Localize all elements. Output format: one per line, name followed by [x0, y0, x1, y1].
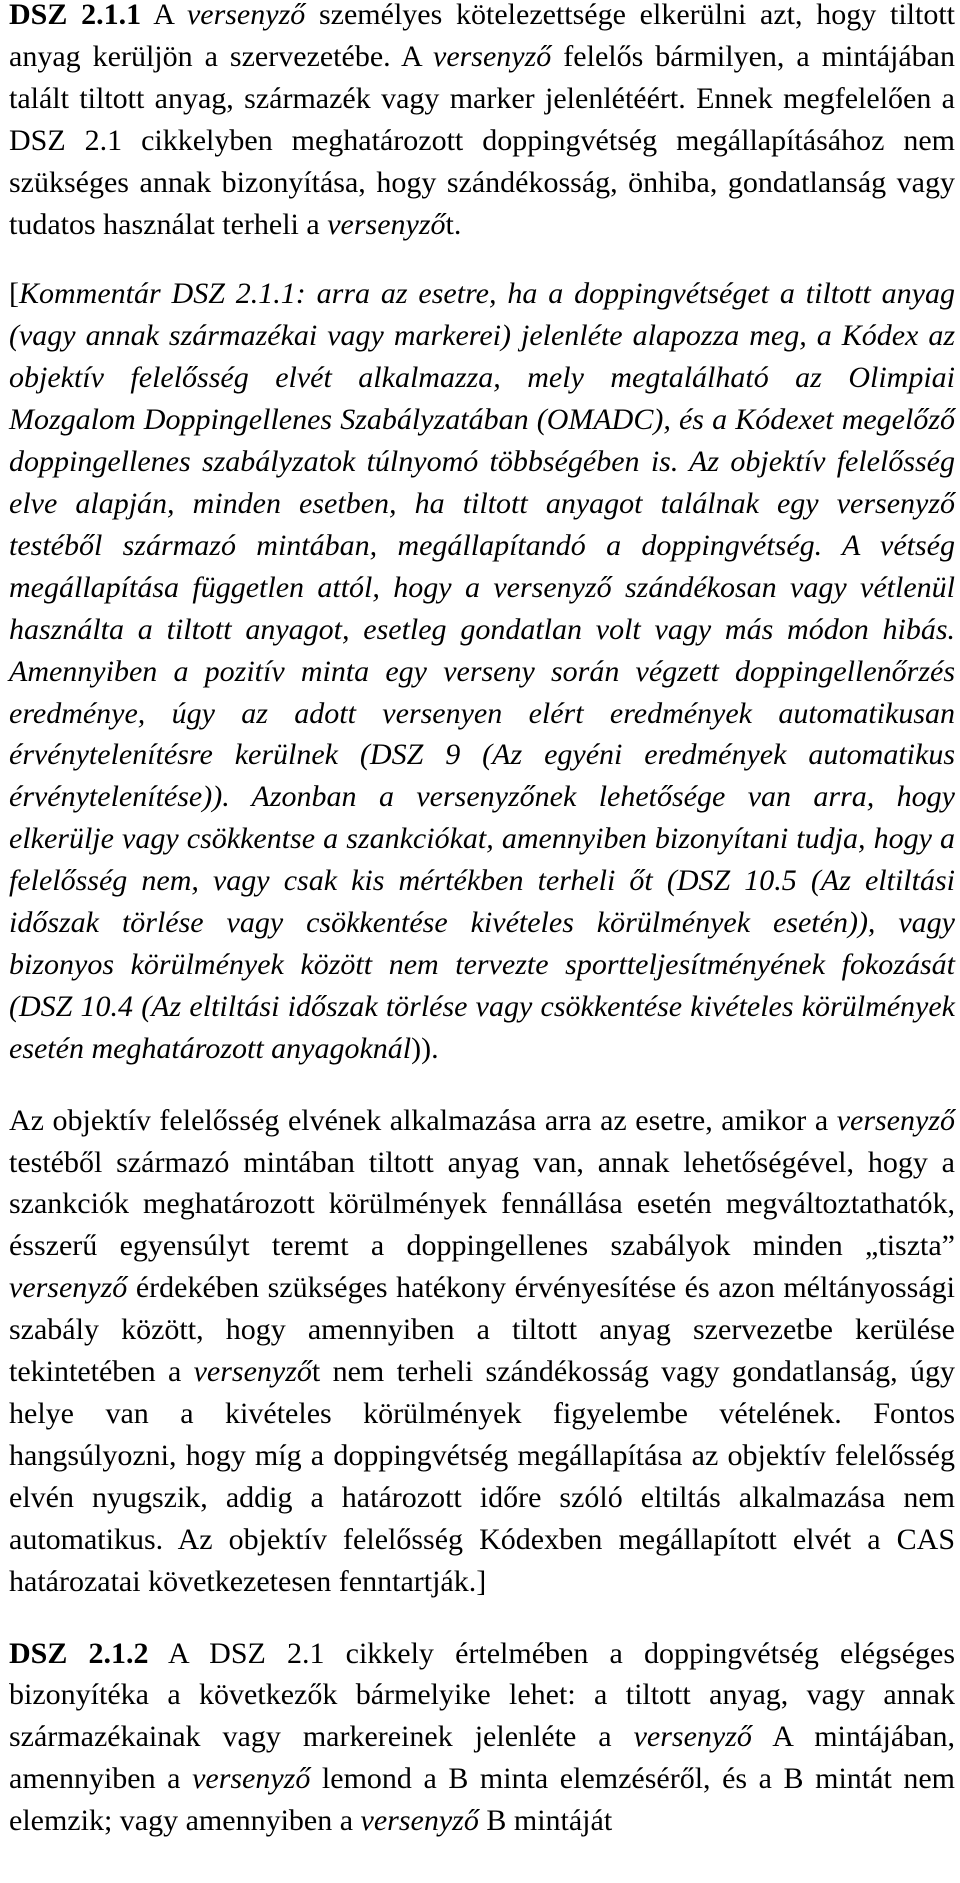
defined-term: versenyző: [327, 207, 446, 241]
comment-2-1-1-paragraph: [9, 273, 955, 1069]
defined-term: versenyző: [836, 1103, 955, 1137]
text-run: A DSZ 2.1 cikkely értelmében a doppingvétség elégséges bizonyítéka a következők bármelyike lehet: a tiltott anyag, vagy annak származékainak vagy markereinek jelenléte a: [9, 1636, 956, 1754]
comment-continued-paragraph: [9, 1100, 955, 1603]
defined-term: versenyző: [433, 39, 552, 73]
rule-number: DSZ 2.1.2: [9, 1636, 149, 1670]
text-run: testéből származó mintában tiltott anyag van, annak lehetőségével, hogy a szankciók meghatározott körülmények fennállása esetén megváltoztathatók, ésszerű egyensúlyt teremt a doppingellenes szabályok minden „tiszta”: [9, 1145, 955, 1263]
comment-close: )).: [411, 1031, 439, 1065]
text-run: felelős bármilyen, a mintájában talált tiltott anyag, származék vagy marker jelenlétéért. Ennek megfelelően a DSZ 2.1 cikkelyben meghatározott doppingvétség megállapításához nem szükséges annak bizonyítása, hogy szándékosság, önhiba, gondatlanság vagy tudatos használat terheli a: [9, 39, 955, 241]
rule-2-1-2-paragraph: [9, 1633, 955, 1843]
defined-term: versenyző: [193, 1355, 312, 1389]
defined-term: versenyző: [192, 1762, 311, 1796]
text-run: t.: [445, 207, 462, 241]
comment-text: Kommentár DSZ 2.1.1: arra az esetre, ha a doppingvétséget a tiltott anyag (vagy annak származékai vagy markerei) jelenléte alapozza meg, a Kódex az objektív felelősség elvét alkalmazza, mely megtalálható az Olimpiai Mozgalom Doppingellenes Szabályzatában (OMADC), és a Kódexet megelőző doppingellenes szabályzatok túlnyomó többségében is. Az objektív felelősség elve alapján, minden esetben, ha tiltott anyagot találnak egy versenyző testéből származó mintában, megállapítandó a doppingvétség. A vétség megállapítása független attól, hogy a versenyző szándékosan vagy vétlenül használta a tiltott anyagot, esetleg gondatlan volt vagy más módon hibás. Amennyiben a pozitív minta egy verseny során végzett doppingellenőrzés eredménye, úgy az adott versenyen elért eredmények automatikusan érvénytelenítésre kerülnek (DSZ 9 (Az egyéni eredmények automatikus érvénytelenítése)). Azonban a versenyzőnek lehetősége van arra, hogy elkerülje vagy csökkentse a szankciókat, amennyiben bizonyítani tudja, hogy a felelősség nem, vagy csak kis mértékben terheli őt (DSZ 10.5 (Az eltiltási időszak törlése vagy csökkentése kivételes körülmények esetén)), vagy bizonyos körülmények között nem tervezte sportteljesítményének fokozását (DSZ 10.4 (Az eltiltási időszak törlése vagy csökkentése kivételes körülmények esetén meghatározott anyagoknál: [9, 277, 955, 1065]
text-run: személyes kötelezettsége elkerülni azt, hogy tiltott anyag kerüljön a szervezetébe. A: [9, 0, 955, 73]
text-run: A mintájában, amennyiben a: [9, 1720, 956, 1796]
rule-number: DSZ 2.1.1: [9, 0, 142, 31]
defined-term: versenyző: [186, 0, 306, 31]
text-run: Az objektív felelősség elvének alkalmazása arra az esetre, amikor a: [9, 1103, 837, 1137]
defined-term: versenyző: [633, 1720, 752, 1754]
defined-term: versenyző: [360, 1804, 479, 1838]
defined-term: versenyző: [9, 1271, 128, 1305]
text-run: A: [141, 0, 187, 31]
rule-2-1-1-paragraph: [9, 0, 955, 245]
text-run: B mintáját: [478, 1804, 613, 1838]
text-run: érdekében szükséges hatékony érvényesítése és azon méltányossági szabály között, hogy amennyiben a tiltott anyag szervezetbe kerülése tekintetében a: [9, 1271, 955, 1389]
text-run: t nem terheli szándékosság vagy gondatlanság, úgy helye van a kivételes körülmények figyelembe vételének. Fontos hangsúlyozni, hogy míg a doppingvétség megállapítása az objektív felelősség elvén nyugszik, addig a határozott időre szóló eltiltás alkalmazása nem automatikus. Az objektív felelősség Kódexben megállapított elvét a CAS határozatai következetesen fenntartják.]: [9, 1355, 955, 1598]
comment-bracket: [: [9, 277, 19, 311]
text-run: lemond a B minta elemzéséről, és a B mintát nem elemzik; vagy amennyiben a: [9, 1762, 955, 1838]
